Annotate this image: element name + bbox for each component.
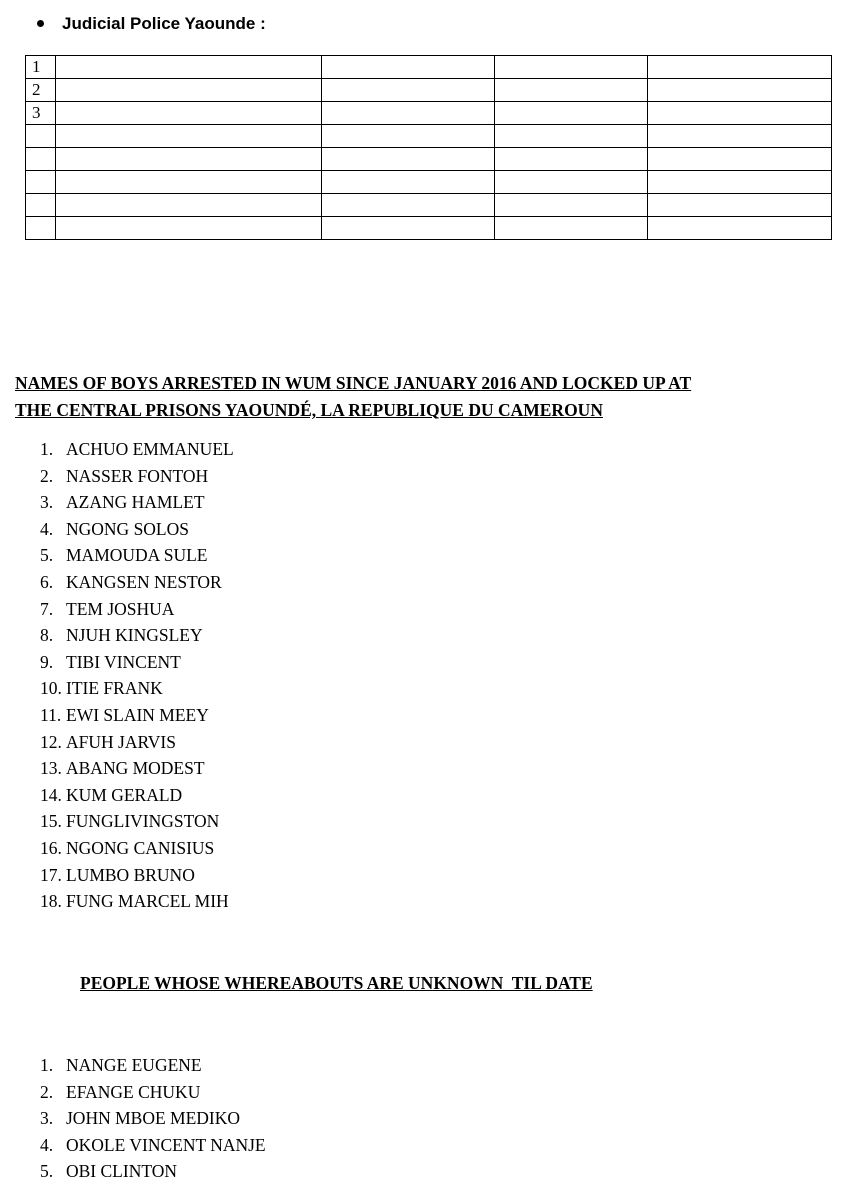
list-item [40, 649, 234, 676]
arrested-title-line1: NAMES OF BOYS ARRESTED IN WUM SINCE JANUARY 2016 AND LOCKED UP AT [15, 373, 692, 393]
table-cell [322, 79, 495, 102]
list-item-name: KUM GERALD [66, 784, 183, 805]
list-item-number: 10. [40, 678, 62, 699]
table-cell [322, 194, 495, 217]
list-item-name: OBI CLINTON [66, 1161, 177, 1182]
table-row-number [26, 171, 56, 194]
list-item-name: ITIE FRANK [66, 678, 163, 699]
table-cell [648, 125, 832, 148]
arrested-names-list [40, 436, 234, 915]
table-cell [56, 148, 322, 171]
list-item [40, 702, 234, 729]
list-item-number: 4. [40, 1134, 54, 1155]
judicial-police-heading [37, 12, 266, 36]
table-row [26, 194, 832, 217]
table-cell [648, 148, 832, 171]
list-item-number: 1. [40, 1055, 54, 1075]
table-cell [322, 148, 495, 171]
table-row-number [26, 217, 56, 240]
table-row [26, 148, 832, 171]
table-cell [56, 125, 322, 148]
list-item-name: TEM JOSHUA [66, 598, 175, 619]
table-cell [495, 194, 648, 217]
list-item [40, 1132, 266, 1159]
list-item-name: TIBI VINCENT [66, 651, 181, 672]
list-item-name: EWI SLAIN MEEY [66, 704, 209, 725]
list-item [40, 1105, 266, 1132]
table-cell [648, 217, 832, 240]
table-cell [495, 102, 648, 125]
table-cell [56, 102, 322, 125]
list-item-number: 15. [40, 811, 62, 832]
list-item-number: 3. [40, 1108, 54, 1129]
list-item-name: KANGSEN NESTOR [66, 571, 222, 592]
list-item-name: NGONG SOLOS [66, 518, 189, 539]
arrested-section-title [15, 370, 691, 424]
list-item-number: 2. [40, 465, 54, 486]
list-item-name: AZANG HAMLET [66, 492, 205, 513]
list-item [40, 675, 234, 702]
unknown-section-title: PEOPLE WHOSE WHEREABOUTS ARE UNKNOWN TIL DATE [80, 973, 593, 993]
list-item [40, 862, 234, 889]
list-item-number: 13. [40, 758, 62, 779]
table-cell [56, 217, 322, 240]
list-item-name: NGONG CANISIUS [66, 837, 215, 858]
list-item-name: NANGE EUGENE [66, 1055, 202, 1075]
list-item-number: 14. [40, 784, 62, 805]
list-item [40, 755, 234, 782]
list-item-name: EFANGE CHUKU [66, 1081, 201, 1102]
list-item-number: 1. [40, 439, 54, 459]
list-item-number: 7. [40, 598, 54, 619]
table-row-number [26, 148, 56, 171]
list-item-number: 17. [40, 864, 62, 885]
table-cell [495, 171, 648, 194]
list-item [40, 888, 234, 915]
list-item-name: NJUH KINGSLEY [66, 625, 203, 646]
list-item-number: 6. [40, 571, 54, 592]
list-item [40, 1052, 266, 1079]
table-cell [648, 171, 832, 194]
table-cell [56, 194, 322, 217]
table-cell [648, 56, 832, 79]
table-cell [56, 79, 322, 102]
list-item [40, 489, 234, 516]
list-item [40, 835, 234, 862]
table-row [26, 171, 832, 194]
list-item-number: 8. [40, 625, 54, 646]
table-row-number [26, 194, 56, 217]
list-item-number: 2. [40, 1081, 54, 1102]
table-cell [648, 102, 832, 125]
table-row-number [26, 125, 56, 148]
table-cell [322, 171, 495, 194]
list-item-number: 18. [40, 891, 62, 912]
table-cell [495, 56, 648, 79]
table-row-number: 2 [26, 79, 56, 102]
list-item-number: 9. [40, 651, 54, 672]
list-item [40, 542, 234, 569]
table-row [26, 102, 832, 125]
table-cell [56, 56, 322, 79]
list-item [40, 729, 234, 756]
list-item-name: NASSER FONTOH [66, 465, 209, 486]
list-item [40, 436, 234, 463]
table-cell [56, 171, 322, 194]
bullet-icon [37, 20, 44, 27]
table-row [26, 79, 832, 102]
list-item [40, 622, 234, 649]
arrested-title-line2: THE CENTRAL PRISONS YAOUNDÉ, LA REPUBLIQUE DU CAMEROUN [15, 400, 603, 420]
list-item-name: ACHUO EMMANUEL [66, 439, 234, 459]
list-item-number: 3. [40, 492, 54, 513]
list-item [40, 808, 234, 835]
list-item [40, 516, 234, 543]
list-item-number: 5. [40, 545, 54, 566]
table-row [26, 217, 832, 240]
list-item [40, 569, 234, 596]
table-cell [648, 79, 832, 102]
list-item [40, 463, 234, 490]
unknown-names-list [40, 1052, 266, 1185]
list-item [40, 596, 234, 623]
list-item-name: MAMOUDA SULE [66, 545, 208, 566]
table-cell [322, 56, 495, 79]
judicial-police-table [25, 55, 832, 240]
table-cell [648, 194, 832, 217]
list-item-name: LUMBO BRUNO [66, 864, 195, 885]
judicial-police-heading-text: Judicial Police Yaounde : [62, 14, 266, 33]
table-cell [322, 217, 495, 240]
list-item [40, 782, 234, 809]
table-row [26, 56, 832, 79]
list-item-number: 16. [40, 837, 62, 858]
table-cell [322, 102, 495, 125]
list-item-name: AFUH JARVIS [66, 731, 176, 752]
list-item-name: ABANG MODEST [66, 758, 205, 779]
list-item-name: OKOLE VINCENT NANJE [66, 1134, 266, 1155]
list-item-number: 4. [40, 518, 54, 539]
list-item-number: 11. [40, 704, 62, 725]
list-item-name: FUNGLIVINGSTON [66, 811, 220, 832]
table-cell [495, 79, 648, 102]
list-item-name: JOHN MBOE MEDIKO [66, 1108, 241, 1129]
table-row [26, 125, 832, 148]
table-cell [322, 125, 495, 148]
table-cell [495, 148, 648, 171]
list-item-number: 5. [40, 1161, 54, 1182]
table-row-number: 3 [26, 102, 56, 125]
list-item [40, 1079, 266, 1106]
list-item-number: 12. [40, 731, 62, 752]
list-item [40, 1158, 266, 1185]
table-cell [495, 125, 648, 148]
table-row-number: 1 [26, 56, 56, 79]
table-cell [495, 217, 648, 240]
list-item-name: FUNG MARCEL MIH [66, 891, 229, 912]
